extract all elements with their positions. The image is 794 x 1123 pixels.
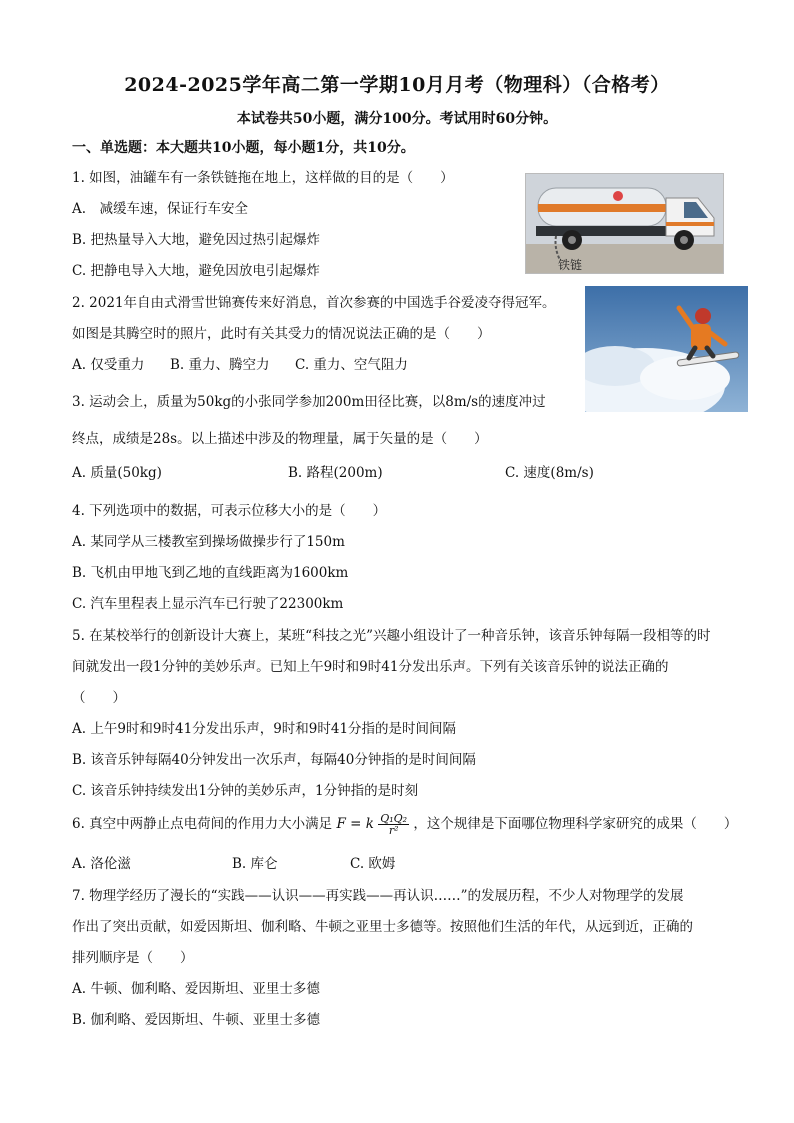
q7-stem-line1: 7. 物理学经历了漫长的“实践——认识——再实践——再认识……”的发展历程，不少人对物理学的发展 (72, 888, 684, 904)
q5-stem-line1: 5. 在某校举行的创新设计大赛上，某班“科技之光”兴趣小组设计了一种音乐钟，该音乐钟每隔一段相等的时 (72, 628, 711, 644)
q2-option-c[interactable]: C. 重力、空气阻力 (295, 357, 408, 373)
q2-stem-line1: 2. 2021年自由式滑雪世锦赛传来好消息，首次参赛的中国选手谷爱凌夺得冠军。 (72, 295, 556, 311)
q6-option-a[interactable]: A. 洛伦滋 (72, 856, 131, 872)
q5-option-b[interactable]: B. 该音乐钟每隔40分钟发出一次乐声，每隔40分钟指的是时间间隔 (72, 752, 476, 768)
q4-option-a[interactable]: A. 某同学从三楼教室到操场做操步行了150m (72, 534, 345, 550)
q6-option-b[interactable]: B. 库仑 (232, 856, 278, 872)
q3-option-c[interactable]: C. 速度(8m/s) (505, 465, 594, 481)
q7-option-b[interactable]: B. 伽利略、爱因斯坦、牛顿、亚里士多德 (72, 1012, 321, 1028)
q4-stem: 4. 下列选项中的数据，可表示位移大小的是（ ） (72, 503, 387, 519)
q6-stem-suffix: ，这个规律是下面哪位物理科学家研究的成果（ ） (413, 816, 738, 832)
section-heading: 一、单选题：本大题共10小题，每小题1分，共10分。 (72, 140, 415, 156)
q1-stem: 1. 如图，油罐车有一条铁链拖在地上，这样做的目的是（ ） (72, 170, 454, 186)
q6-option-c[interactable]: C. 欧姆 (350, 856, 396, 872)
q3-stem-line2: 终点，成绩是28s。以上描述中涉及的物理量，属于矢量的是（ ） (72, 431, 488, 447)
q7-option-a[interactable]: A. 牛顿、伽利略、爱因斯坦、亚里士多德 (72, 981, 320, 997)
q5-stem-line2: 间就发出一段1分钟的美妙乐声。已知上午9时和9时41分发出乐声。下列有关该音乐钟的说法正确的 (72, 659, 669, 675)
q5-option-c[interactable]: C. 该音乐钟持续发出1分钟的美妙乐声，1分钟指的是时刻 (72, 783, 419, 799)
q6-stem-prefix: 6. 真空中两静止点电荷间的作用力大小满足 (72, 816, 333, 832)
q1-option-c[interactable]: C. 把静电导入大地，避免因放电引起爆炸 (72, 263, 320, 279)
q2-stem-line2: 如图是其腾空时的照片，此时有关其受力的情况说法正确的是（ ） (72, 326, 491, 342)
q6-formula-denominator: r² (388, 824, 399, 837)
q1-option-b[interactable]: B. 把热量导入大地，避免因过热引起爆炸 (72, 232, 321, 248)
q5-stem-line3: （ ） (72, 690, 126, 706)
q2-option-a[interactable]: A. 仅受重力 (72, 357, 145, 373)
q1-option-a[interactable]: A. 减缓车速，保证行车安全 (72, 201, 249, 217)
q4-option-c[interactable]: C. 汽车里程表上显示汽车已行驶了22300km (72, 596, 344, 612)
q6-formula-lhs: F = k (336, 816, 374, 832)
q7-stem-line2: 作出了突出贡献，如爱因斯坦、伽利略、牛顿之亚里士多德等。按照他们生活的年代，从远到近，正确的 (72, 919, 693, 935)
q4-option-b[interactable]: B. 飞机由甲地飞到乙地的直线距离为1600km (72, 565, 349, 581)
exam-subtitle: 本试卷共50小题，满分100分。考试用时60分钟。 (236, 111, 558, 127)
q3-stem-line1: 3. 运动会上，质量为50kg的小张同学参加200m田径比赛，以8m/s的速度冲过 (72, 394, 546, 410)
chain-label: 铁链 (558, 258, 583, 272)
q7-stem-line3: 排列顺序是（ ） (72, 950, 194, 966)
q6-stem (72, 812, 737, 836)
q3-option-a[interactable]: A. 质量(50kg) (72, 465, 162, 481)
tanker-truck-illustration (526, 174, 723, 273)
snowboarder-image (585, 286, 748, 412)
coulomb-formula-fraction (378, 813, 409, 836)
q6-formula-numerator: Q₁Q₂ (380, 812, 408, 825)
q2-option-b[interactable]: B. 重力、腾空力 (170, 357, 270, 373)
exam-title: 2024-2025学年高二第一学期10月月考（物理科）（合格考） (124, 74, 670, 96)
q5-option-a[interactable]: A. 上午9时和9时41分发出乐声，9时和9时41分指的是时间间隔 (72, 721, 457, 737)
snowboarder-illustration (585, 286, 748, 412)
q3-option-b[interactable]: B. 路程(200m) (288, 465, 383, 481)
tanker-truck-image (525, 173, 724, 274)
